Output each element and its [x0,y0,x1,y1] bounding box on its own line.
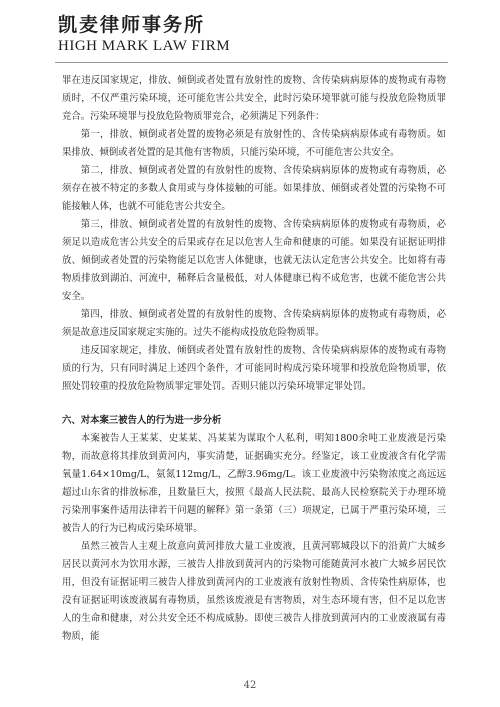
document-body [62,72,446,646]
paragraph-condition-1: 第一，排放、倾倒或者处置的废物必须是有放射性的、含传染病病原体或有毒物质。如果排放、倾倒或者处置的是其他有害物质，只能污染环境，不可能危害公共安全。 [62,129,446,158]
paragraph-case-facts: 本案被告人王某某、史某某、冯某某为谋取个人私利，明知1800余吨工业废液是污染物，而故意将其排放到黄河内，事实清楚，证据确实充分。经鉴定，该工业废液含有化学需氧量1.64×10mg/L，氨氮112mg/L，乙醇3.96mg/L。该工业废液中污染物浓度之高远远超过山东省的排放标准，且数量巨大，按照《最高人民法院、最高人民检察院关于办理环境污染刑事案件适用法律若干问题的解释》第一条第（三）项规定，已属于严重污染环境，三被告人的行为已构成污染环境罪。 [62,433,446,534]
section-heading: 六、对本案三被告人的行为进一步分析 [62,415,222,426]
paragraph-continuation: 罪在违反国家规定，排放、倾倒或者处置有放射性的废物、含传染病病原体的废物或有毒物质时，不仅严重污染环境，还可能危害公共安全，此时污染环境罪就可能与投放危险物质罪竞合。污染环境罪与投放危险物质罪竞合，必须满足下列条件： [62,75,446,122]
paragraph-condition-2: 第二，排放、倾倒或者处置的有放射性的废物、含传染病病原体的废物或有毒物质，必须存在被不特定的多数人食用或与身体接触的可能。如果排放、倾倒或者处置的污染物不可能接触人体，也就不可能危害公共安全。 [62,165,446,212]
paragraph-condition-4: 第四，排放、倾倒或者处置的有放射性的废物、含传染病病原体的废物或有毒物质，必须是故意违反国家规定实施的。过失不能构成投放危险物质罪。 [62,309,446,338]
firm-name-chinese: 凯麦律师事务所 [58,14,206,36]
header-divider [55,62,448,63]
paragraph-condition-3: 第三，排放、倾倒或者处置的有放射性的废物、含传染病病原体的废物或有毒物质，必须足以造成危害公共安全的后果或存在足以危害人生命和健康的可能。如果没有证据证明排放、倾倒或者处置的污染物能足以危害人体健康，也就无法认定危害公共安全。比如将有毒物质排放到湖泊、河流中，稀释后含量极低，对人体健康已构不成危害，也就不能危害公共安全。 [62,219,446,302]
firm-logo [58,14,230,56]
paragraph-conclusion: 违反国家规定，排放、倾倒或者处置有放射性的废物、含传染病病原体的废物或有毒物质的行为，只有同时满足上述四个条件，才可能同时构成污染环境罪和投放危险物质罪，依照处罚较重的投放危险物质罪定罪处罚。否则只能以污染环境罪定罪处罚。 [62,345,446,392]
paragraph-analysis: 虽然三被告人主观上故意向黄河排放大量工业废液，且黄河郓城段以下的沿黄广大城乡居民以黄河水为饮用水源，三被告人排放到黄河内的污染物可能随黄河水被广大城乡居民饮用，但没有证据证明三被告人排放到黄河内的工业废液有放射性物质、含传染性病原体，也没有证据证明该废液属有毒物质，虽然该废液是有害物质，对生态环境有害，但不足以危害人的生命和健康，对公共安全还不构成威胁。即使三被告人排放到黄河内的工业废液属有毒物质，能 [62,541,446,642]
page-number: 42 [243,680,257,691]
firm-name-english: HIGH MARK LAW FIRM [58,38,231,54]
